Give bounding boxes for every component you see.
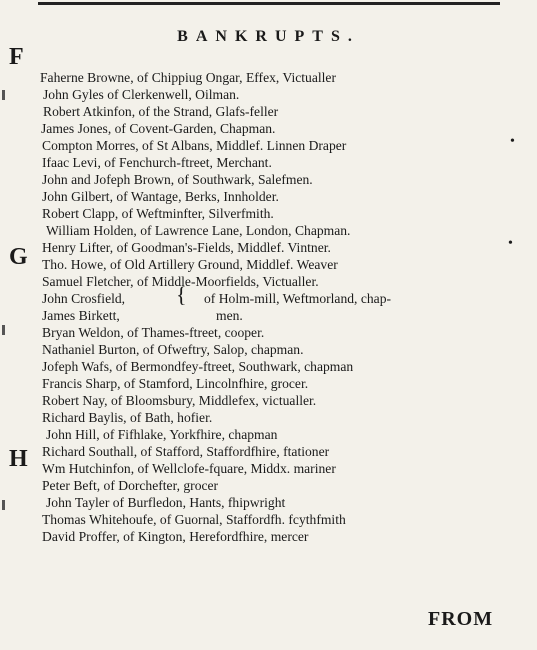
entry-line: Richard Baylis, of Bath, hofier.: [42, 410, 213, 425]
section-letter-h: H: [9, 446, 28, 472]
entry-line: Tho. Howe, of Old Artillery Ground, Middlef. Weaver: [42, 257, 338, 272]
top-rule: [38, 2, 500, 5]
print-dot: •: [508, 236, 513, 251]
entry-line: John Hill, of Fifhlake, Yorkfhire, chapman: [46, 427, 278, 442]
section-letter-g: G: [9, 244, 28, 270]
entry-line: Faherne Browne, of Chippiug Ongar, Effex, Victualler: [40, 70, 336, 85]
entry-line: men.: [216, 308, 243, 323]
entry-line: John Crosfield,: [42, 291, 126, 306]
entry-line: Robert Nay, of Bloomsbury, Middlefex, victualler.: [42, 393, 317, 408]
entry-line: John Tayler of Burfledon, Hants, fhipwright: [46, 495, 286, 510]
entry-line: John Gyles of Clerkenwell, Oilman.: [43, 87, 240, 102]
margin-mark: [2, 90, 5, 100]
entry-line: William Holden, of Lawrence Lane, London, Chapman.: [46, 223, 351, 238]
entry-line: Nathaniel Burton, of Ofweftry, Salop, chapman.: [42, 342, 304, 357]
entry-line: of Holm-mill, Weftmorland, chap-: [204, 291, 392, 306]
print-dot: •: [510, 134, 515, 149]
entry-line: Compton Morres, of St Albans, Middlef. Linnen Draper: [42, 138, 347, 153]
entry-line: John and Jofeph Brown, of Southwark, Salefmen.: [42, 172, 313, 187]
page-heading: BANKRUPTS.: [177, 28, 360, 45]
catchword: FROM: [428, 608, 494, 630]
entry-line: Richard Southall, of Stafford, Staffordfhire, ftationer: [42, 444, 330, 459]
margin-mark: [2, 325, 5, 335]
entry-line: Ifaac Levi, of Fenchurch-ftreet, Merchant.: [42, 155, 272, 170]
entry-line: Peter Beft, of Dorchefter, grocer: [42, 478, 219, 493]
entry-line: Wm Hutchinfon, of Wellclofe-fquare, Middx. mariner: [42, 461, 336, 476]
entry-line: John Gilbert, of Wantage, Berks, Innholder.: [42, 189, 279, 204]
section-letter-f: F: [9, 44, 24, 70]
entry-line: Robert Clapp, of Weftminfter, Silverfmith.: [42, 206, 274, 221]
entry-line: Thomas Whitehoufe, of Guornal, Staffordfh. fcythfmith: [42, 512, 346, 527]
entry-line: James Birkett,: [42, 308, 120, 323]
brace-mark: {: [176, 282, 187, 307]
entry-line: Samuel Fletcher, of Middle-Moorfields, Victualler.: [42, 274, 319, 289]
entry-line: Robert Atkinfon, of the Strand, Glafs-feller: [43, 104, 279, 119]
entry-line: Henry Lifter, of Goodman's-Fields, Middlef. Vintner.: [42, 240, 331, 255]
entry-line: Francis Sharp, of Stamford, Lincolnfhire, grocer.: [42, 376, 309, 391]
entry-line: David Proffer, of Kington, Herefordfhire, mercer: [42, 529, 309, 544]
entry-line: James Jones, of Covent-Garden, Chapman.: [41, 121, 276, 136]
margin-mark: [2, 500, 5, 510]
entry-line: Jofeph Wafs, of Bermondfey-ftreet, Southwark, chapman: [42, 359, 354, 374]
entry-line: Bryan Weldon, of Thames-ftreet, cooper.: [42, 325, 265, 340]
